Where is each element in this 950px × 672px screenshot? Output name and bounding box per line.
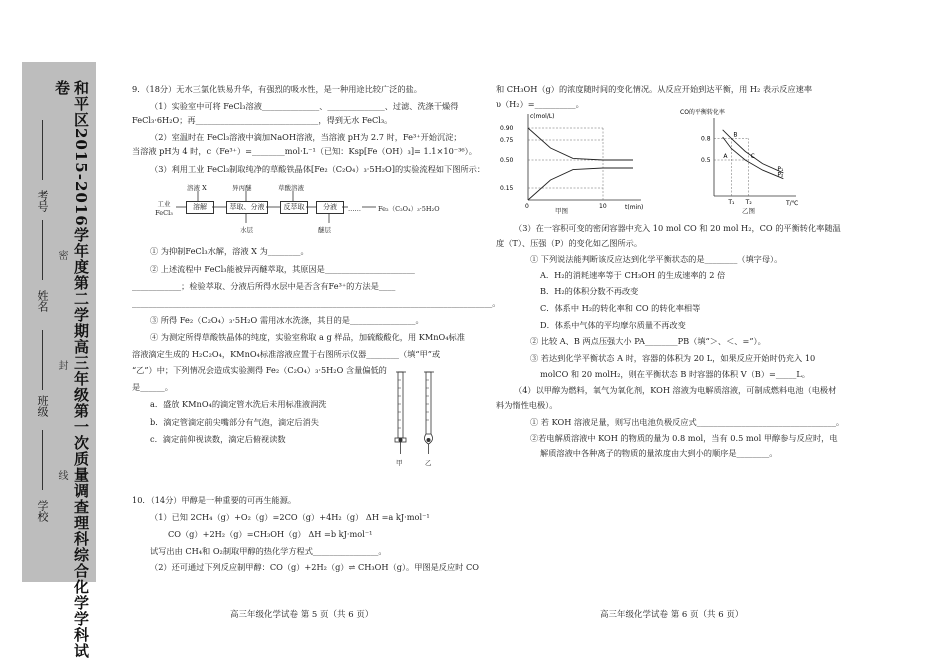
chart-jia-y-tick-1: 0.50 [500,157,514,164]
chart-jia-series-0 [528,128,633,160]
q9-2-line1: （2）室温时在 FeCl₃溶液中滴加NaOH溶液，当溶液 pH为 2.7 时，Fe³⁺开始沉淀； [150,132,462,142]
flow-reagent-x: 溶液 X [187,184,207,192]
q3-3-line2: molCO 和 20 molH₂，则在平衡状态 B 时容器的体积 V（B）=_____L。 [540,369,810,379]
chart-yi-x-tick-1: T₂ [745,199,752,206]
school-field-line[interactable] [42,430,43,490]
seal-mark-feng: 封 [56,360,67,370]
q3-line1: （3）在一容积可变的密闭容器中充入 10 mol CO 和 20 mol H₂，CO 的平衡转化率随温 [514,223,841,233]
q9-3-3: ③ 所得 Fe₂（C₂O₄）₃·5H₂O 需用冰水洗涤，其目的是________________。 [150,315,424,325]
flow-step-extract: 萃取、分液 [226,201,268,214]
chart-jia-x-tick-0: 0 [525,203,529,210]
q3-option-b: B．H₂的体积分数不再改变 [540,286,639,296]
q10-2-line1: （2）还可通过下列反应制甲醇：CO（g）+2H₂（g）⇌ CH₃OH（g）。甲图是反应时 CO [150,562,479,572]
q3-line2: 度（T）、压强（P）的变化如乙图所示。 [496,238,643,248]
chart-yi-ylabel: CO的平衡转化率 [680,109,725,116]
q9-1-line1: （1）实验室中可将 FeCl₃溶液______________、______________、过滤、洗涤干燥得 [150,101,459,111]
flow-step-backextract: 反萃取 [280,201,308,214]
q9-1-line2: FeCl₃·6H₂O；再______________________________，得到无水 FeCl₃。 [132,115,393,125]
chart-yi-caption: 乙图 [742,207,755,215]
seal-mark-xian: 线 [56,470,67,480]
q3-option-c: C．体系中 H₂的转化率和 CO 的转化率相等 [540,303,701,313]
q3-1: ① 下列说法能判断该反应达到化学平衡状态的是________（填字母）。 [530,254,783,264]
chart-yi-series-label-1: P₂ [777,171,784,179]
flow-arrows [150,185,390,230]
q9-3-4-line3: “乙”）中；下列情况会造成实验测得 Fe₂（C₂O₄）₃·5H₂O 含量偏低的 [132,365,387,375]
q9-3-4-line1: ④ 为测定所得草酸铁晶体的纯度，实验室称取 a g 样品，加硫酸酸化，用 KMnO₄标准 [150,332,465,342]
chart-yi-xlabel: T/℃ [786,200,799,207]
q9-3-intro: （3）利用工业 FeCl₃制取纯净的草酸铁晶体[Fe₂（C₂O₄）₃·5H₂O]的实验流程如下图所示： [150,164,486,174]
chart-yi-x-tick-0: T₁ [728,199,735,206]
option-c: c．滴定前仰视读数，滴定后俯视读数 [150,434,286,444]
option-b: b．滴定管滴定前尖嘴部分有气泡，滴定后消失 [150,417,319,427]
number-field-label: 考号 [36,190,49,212]
chart-jia-y-tick-0: 0.15 [500,185,514,192]
q9-3-2-line1: ② 上述流程中 FeCl₃能被异丙醚萃取，其原因是______________________ [150,264,415,274]
q4-2-line1: ②若电解质溶液中 KOH 的物质的量为 0.8 mol，当有 0.5 mol 甲醇参与反应时，电 [530,433,838,443]
flow-step-separate: 分液 [316,201,344,214]
chart-yi-y-tick-0: 0.5 [701,157,711,164]
flow-waste-water: 水层 [240,226,253,234]
number-field-line[interactable] [42,120,43,180]
chart-yi-point-A: A [723,153,728,160]
chart-jia [498,112,648,212]
chart-yi [680,108,810,208]
exam-title: 和平区2015-2016学年度第二学期高三年级第一次质量调查理科综合化学学科试卷 [53,80,90,659]
q9-3-2-line3: ________________________________________________________________________________________。 [132,298,501,308]
class-field-line[interactable] [42,330,43,390]
flow-reagent-ether: 异丙醚 [232,184,252,192]
chart-jia-y-tick-3: 0.90 [500,125,514,132]
name-field-label: 姓名 [36,290,49,312]
burettes-illustration [380,368,450,468]
flow-ellipsis: …… [348,205,361,213]
flow-step-dissolve: 溶解 [186,201,214,214]
flow-reagent-oxalic: 草酸溶液 [278,184,304,192]
chart-jia-caption: 甲图 [555,207,568,215]
burette-yi-label: 乙 [425,459,432,467]
chart-yi-point-C: C [750,153,755,160]
q9-3-2-line2: ____________；检验萃取、分液后所得水层中是否含有Fe³⁺的方法是____ [132,281,396,291]
q4-2-line2: 解质溶液中各种离子的物质的量浓度由大到小的顺序是________。 [540,448,778,458]
q3-3-line1: ③ 若达到化学平衡状态 A 时，容器的体积为 20 L，如果反应开始时仍充入 10 [530,353,816,363]
class-field-label: 班级 [36,395,49,417]
chart-yi-series-0 [723,130,784,173]
left-footer: 高三年级化学试卷 第 5 页（共 6 页） [230,610,374,620]
chart-yi-point-B: B [733,131,738,139]
q3-2: ② 比较 A、B 两点压强大小 PA________PB（填“＞、＜、=”）。 [530,336,766,346]
chart-jia-ylabel: c(mol/L) [530,113,555,120]
q9-3-4-line2: 溶液滴定生成的 H₂C₂O₄，KMnO₄标准溶液应置于右图所示仪器________（填“甲”或 [132,349,441,359]
q3-option-d: D．体系中气体的平均摩尔质量不再改变 [540,320,686,330]
q4-line2: 料为惰性电极）。 [496,400,558,410]
q10-1-line3: 试写出由 CH₄和 O₂制取甲醇的热化学方程式________________。 [150,546,387,556]
chart-jia-x-tick-1: 10 [599,203,607,210]
q3-option-a: A．H₂的消耗速率等于 CH₃OH 的生成速率的 2 倍 [540,270,726,280]
burette-jia-label: 甲 [396,459,403,467]
name-field-line[interactable] [42,220,43,280]
r-line2: υ（H₂）=__________。 [496,99,584,109]
q9-3-1: ① 为抑制FeCl₃水解，溶液 X 为________。 [150,246,309,256]
q10-heading: 10．（14分）甲醇是一种重要的可再生能源。 [132,495,297,505]
flow-waste-ether: 醚层 [318,226,331,234]
school-field-label: 学校 [36,500,49,522]
r-line1: 和 CH₃OH（g）的浓度随时间的变化情况。从反应开始到达平衡，用 H₂ 表示反应速率 [496,84,813,94]
chart-jia-xlabel: t(min) [625,204,644,211]
q4-1: ① 若 KOH 溶液足量，则写出电池负极反应式__________________________________。 [530,417,845,427]
right-footer: 高三年级化学试卷 第 6 页（共 6 页） [600,610,744,620]
q10-1-line1: （1）已知 2CH₄（g）+O₂（g）=2CO（g）+4H₂（g） ΔH =a kJ·mol⁻¹ [150,512,430,522]
seal-mark-mi: 密 [56,250,67,260]
chart-yi-series-label-0: P₁ [777,165,784,173]
q9-2-line2: 当溶液 pH为 4 时，c（Fe³⁺）=________mol·L⁻¹（已知：Ksp[Fe（OH）₃]= 1.1×10⁻³⁶）。 [132,146,477,156]
q9-3-4-line4: 是______。 [132,382,173,392]
q10-1-line2: CO（g）+2H₂（g）=CH₃OH（g） ΔH =b kJ·mol⁻¹ [168,529,373,539]
option-a: a．盛放 KMnO₄的滴定管水洗后未用标准液润洗 [150,399,327,409]
chart-jia-series-1 [528,168,633,200]
flow-product: Fe₂（C₂O₄）₃·5H₂O [378,205,440,213]
q9-heading: 9．（18分）无水三氯化铁易升华，有强烈的吸水性，是一种用途比较广泛的盐。 [132,84,422,94]
chart-jia-y-tick-2: 0.75 [500,137,514,144]
chart-yi-y-tick-1: 0.8 [701,135,711,143]
q4-line1: （4）以甲醇为燃料，氧气为氧化剂，KOH 溶液为电解质溶液，可制成燃料电池（电极材 [514,385,837,395]
flow-start: 工业FeCl₃ [155,200,173,217]
